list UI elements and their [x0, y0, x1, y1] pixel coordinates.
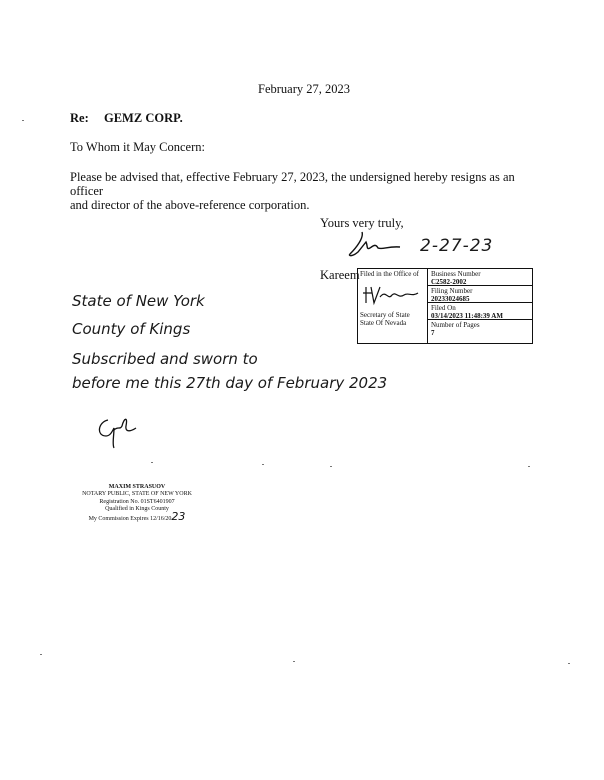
secretary-label: Secretary of State — [360, 311, 410, 319]
jurat-subscribed-line: Subscribed and sworn to — [72, 350, 258, 368]
business-number-value: C2582-2002 — [431, 278, 467, 286]
pages-label: Number of Pages — [431, 321, 480, 329]
re-label: Re: — [70, 111, 89, 125]
notary-name: MAXIM STRASUOV — [108, 484, 166, 490]
notary-commission-year: 23 — [171, 510, 186, 524]
filed-on-label: Filed On — [431, 304, 456, 312]
letter-body-line-1: Please be advised that, effective February 27, 2023, the undersigned hereby resigns as an officer — [70, 170, 515, 198]
scan-speck — [568, 663, 570, 664]
notary-commission-prefix: My Commission Expires 12/16/20 — [88, 516, 172, 523]
notary-qualified: Qualified in Kings County — [105, 505, 169, 512]
filing-number-value: 20233024685 — [431, 295, 470, 303]
notary-commission — [76, 510, 198, 524]
state-label: State Of Nevada — [360, 319, 407, 327]
re-company-name: GEMZ CORP. — [104, 111, 183, 125]
jurat-state-line: State of New York — [72, 292, 205, 310]
scan-speck — [528, 466, 530, 467]
filing-stamp-office — [358, 269, 428, 343]
filing-stamp-details — [428, 269, 532, 343]
scan-speck — [22, 120, 24, 121]
filing-number-cell — [428, 286, 532, 303]
scan-speck — [262, 464, 264, 465]
pages-cell — [428, 320, 532, 337]
business-number-cell — [428, 269, 532, 286]
handwritten-date: 2-27-23 — [420, 236, 494, 256]
scan-speck — [330, 466, 332, 467]
salutation: To Whom it May Concern: — [70, 140, 205, 154]
filed-on-cell — [428, 303, 532, 320]
notary-registration: Registration No. 01ST6401907 — [99, 498, 175, 505]
notary-stamp — [76, 484, 198, 523]
jurat-date-line: before me this 27th day of February 2023 — [72, 374, 388, 392]
business-number-label: Business Number — [431, 270, 481, 278]
signature-image — [342, 228, 408, 260]
pages-value: 7 — [431, 329, 435, 337]
letter-body — [70, 170, 535, 212]
closing: Yours very truly, — [320, 216, 404, 230]
scan-speck — [293, 661, 295, 662]
secretary-signature-image — [362, 283, 422, 307]
notary-signature-image — [90, 410, 140, 450]
filing-stamp — [357, 268, 533, 344]
letter-date: February 27, 2023 — [258, 82, 350, 96]
notary-title: NOTARY PUBLIC, STATE OF NEW YORK — [82, 491, 192, 498]
letter-body-line-2: and director of the above-reference corporation. — [70, 198, 310, 212]
scan-speck — [151, 462, 153, 463]
signer-name: Kareem — [320, 268, 360, 282]
secretary-of-state-block — [360, 311, 410, 327]
filed-on-value: 03/14/2023 11:48:39 AM — [431, 312, 503, 320]
filed-in-office-label: Filed in the Office of — [360, 270, 419, 278]
scan-speck — [40, 654, 42, 655]
filing-number-label: Filing Number — [431, 287, 473, 295]
jurat-county-line: County of Kings — [72, 320, 191, 338]
